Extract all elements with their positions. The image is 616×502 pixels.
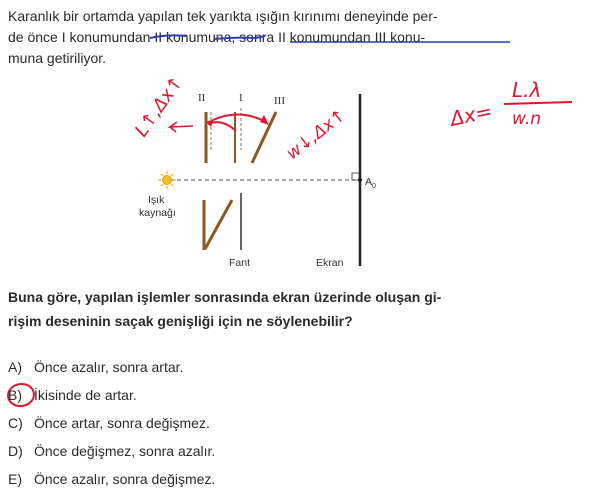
handwritten-formula-den: w.n <box>512 109 541 129</box>
option-d-text: Önce değişmez, sonra azalır. <box>34 443 216 459</box>
label-II: II <box>198 92 206 104</box>
option-c-text: Önce artar, sonra değişmez. <box>34 415 210 431</box>
underline-konumundan <box>150 35 186 38</box>
answer-options <box>8 356 215 496</box>
option-b-key: B) <box>8 387 22 403</box>
stem-line-1: Buna göre, yapılan işlemler sonrasında ekran üzerinde oluşan gi- <box>8 289 442 305</box>
option-b[interactable] <box>8 384 215 412</box>
source-label-1: Işık <box>148 194 165 206</box>
handwritten-formula-lhs: Δx= <box>448 98 495 131</box>
option-b-text: İkisinde de artar. <box>34 387 137 403</box>
question-stem <box>8 285 608 333</box>
option-a[interactable] <box>8 356 215 384</box>
handwritten-right-note: w↓,Δx↑ <box>282 105 350 164</box>
option-c[interactable] <box>8 412 215 440</box>
source-label-2: kaynağı <box>139 207 176 219</box>
lower-barrier-diagonal <box>205 200 232 249</box>
option-d-key: D) <box>8 443 23 459</box>
point-label-A: $A_0$ <box>365 176 376 190</box>
option-e-text: Önce azalır, sonra değişmez. <box>34 471 216 487</box>
option-a-text: Önce azalır, sonra artar. <box>34 359 184 375</box>
option-c-key: C) <box>8 415 23 431</box>
right-angle-marker <box>352 173 359 180</box>
stem-line-2: rişim deseninin saçak genişliği için ne söylenebilir? <box>8 313 353 329</box>
question-line-3: muna getiriliyor. <box>8 50 107 66</box>
arrow-II-to-III <box>213 114 266 122</box>
slit-label: Fant <box>229 257 251 269</box>
option-a-key: A) <box>8 359 22 375</box>
point-A0 <box>358 178 362 182</box>
option-d[interactable] <box>8 440 215 468</box>
handwritten-left-note: L↑,Δx↑ <box>130 72 188 141</box>
question-line-1: Karanlık bir ortamda yapılan tek yarıkta ışığın kırınımı deneyinde per- <box>8 8 438 24</box>
option-e[interactable] <box>8 468 215 496</box>
arrow-head-right <box>260 115 269 125</box>
handwritten-fraction-bar <box>504 102 572 104</box>
handwritten-formula-num: L.λ <box>512 78 542 102</box>
label-I: I <box>239 92 243 104</box>
underline-konumuna <box>214 36 265 39</box>
light-source-icon <box>158 171 176 189</box>
handwritten-left-arrow <box>170 122 193 132</box>
question-line-2: de önce I konumundan II konumuna, sonra II konumundan III konu- <box>8 29 426 45</box>
screen-label: Ekran <box>316 257 344 269</box>
label-III: III <box>274 95 285 107</box>
option-e-key: E) <box>8 471 22 487</box>
